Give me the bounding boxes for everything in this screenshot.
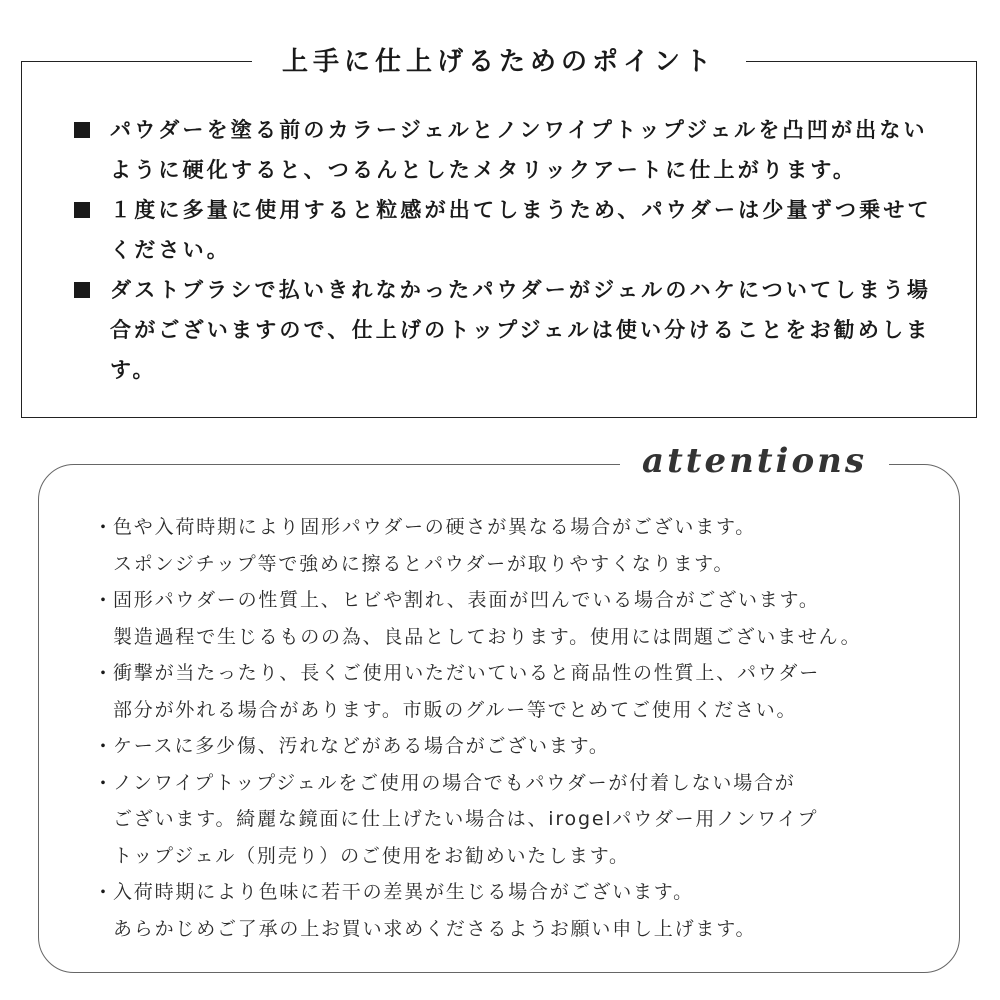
list-item bbox=[91, 582, 941, 655]
dot-bullet-icon: ・ bbox=[93, 661, 113, 685]
list-item bbox=[74, 110, 954, 190]
square-bullet-icon bbox=[74, 122, 90, 138]
list-item bbox=[91, 728, 941, 765]
attention-text: ノンワイプトップジェルをご使用の場合でもパウダーが付着しない場合が ございます。綺麗な鏡面に仕上げたい場合は、irogelパウダー用ノンワイプ トップジェル（別売り）のご使用をお勧めいたします。 bbox=[113, 771, 819, 867]
points-title: 上手に仕上げるためのポイント bbox=[252, 42, 746, 82]
dot-bullet-icon: ・ bbox=[93, 515, 113, 539]
point-text: パウダーを塗る前のカラージェルとノンワイプトップジェルを凸凹が出ないように硬化すると、つるんとしたメタリックアートに仕上がります。 bbox=[110, 118, 928, 182]
point-text: １度に多量に使用すると粒感が出てしまうため、パウダーは少量ずつ乗せてください。 bbox=[110, 198, 932, 262]
dot-bullet-icon: ・ bbox=[93, 734, 113, 758]
attention-text: 色や入荷時期により固形パウダーの硬さが異なる場合がございます。 スポンジチップ等で強めに擦るとパウダーが取りやすくなります。 bbox=[113, 516, 757, 575]
attention-text: 衝撃が当たったり、長くご使用いただいていると商品性の性質上、パウダー 部分が外れる場合があります。市販のグルー等でとめてご使用ください。 bbox=[113, 662, 821, 721]
list-item bbox=[91, 655, 941, 728]
attentions-list bbox=[91, 509, 941, 947]
list-item bbox=[91, 509, 941, 582]
attentions-box bbox=[38, 441, 960, 973]
attention-text: 入荷時期により色味に若干の差異が生じる場合がございます。 あらかじめご了承の上お買い求めくださるようお願い申し上げます。 bbox=[113, 881, 757, 940]
list-item bbox=[74, 270, 954, 390]
list-item bbox=[91, 765, 941, 875]
points-list bbox=[74, 110, 954, 390]
square-bullet-icon bbox=[74, 202, 90, 218]
points-box bbox=[21, 47, 977, 418]
list-item bbox=[91, 874, 941, 947]
point-text: ダストブラシで払いきれなかったパウダーがジェルのハケについてしまう場合がございますので、仕上げのトップジェルは使い分けることをお勧めします。 bbox=[110, 278, 932, 382]
square-bullet-icon bbox=[74, 282, 90, 298]
dot-bullet-icon: ・ bbox=[93, 588, 113, 612]
dot-bullet-icon: ・ bbox=[93, 880, 113, 904]
attention-text: ケースに多少傷、汚れなどがある場合がございます。 bbox=[113, 735, 610, 757]
attentions-title: attentions bbox=[620, 435, 889, 487]
attention-text: 固形パウダーの性質上、ヒビや割れ、表面が凹んでいる場合がございます。 製造過程で生じるものの為、良品としております。使用には問題ございません。 bbox=[113, 589, 862, 648]
list-item bbox=[74, 190, 954, 270]
dot-bullet-icon: ・ bbox=[93, 770, 113, 795]
